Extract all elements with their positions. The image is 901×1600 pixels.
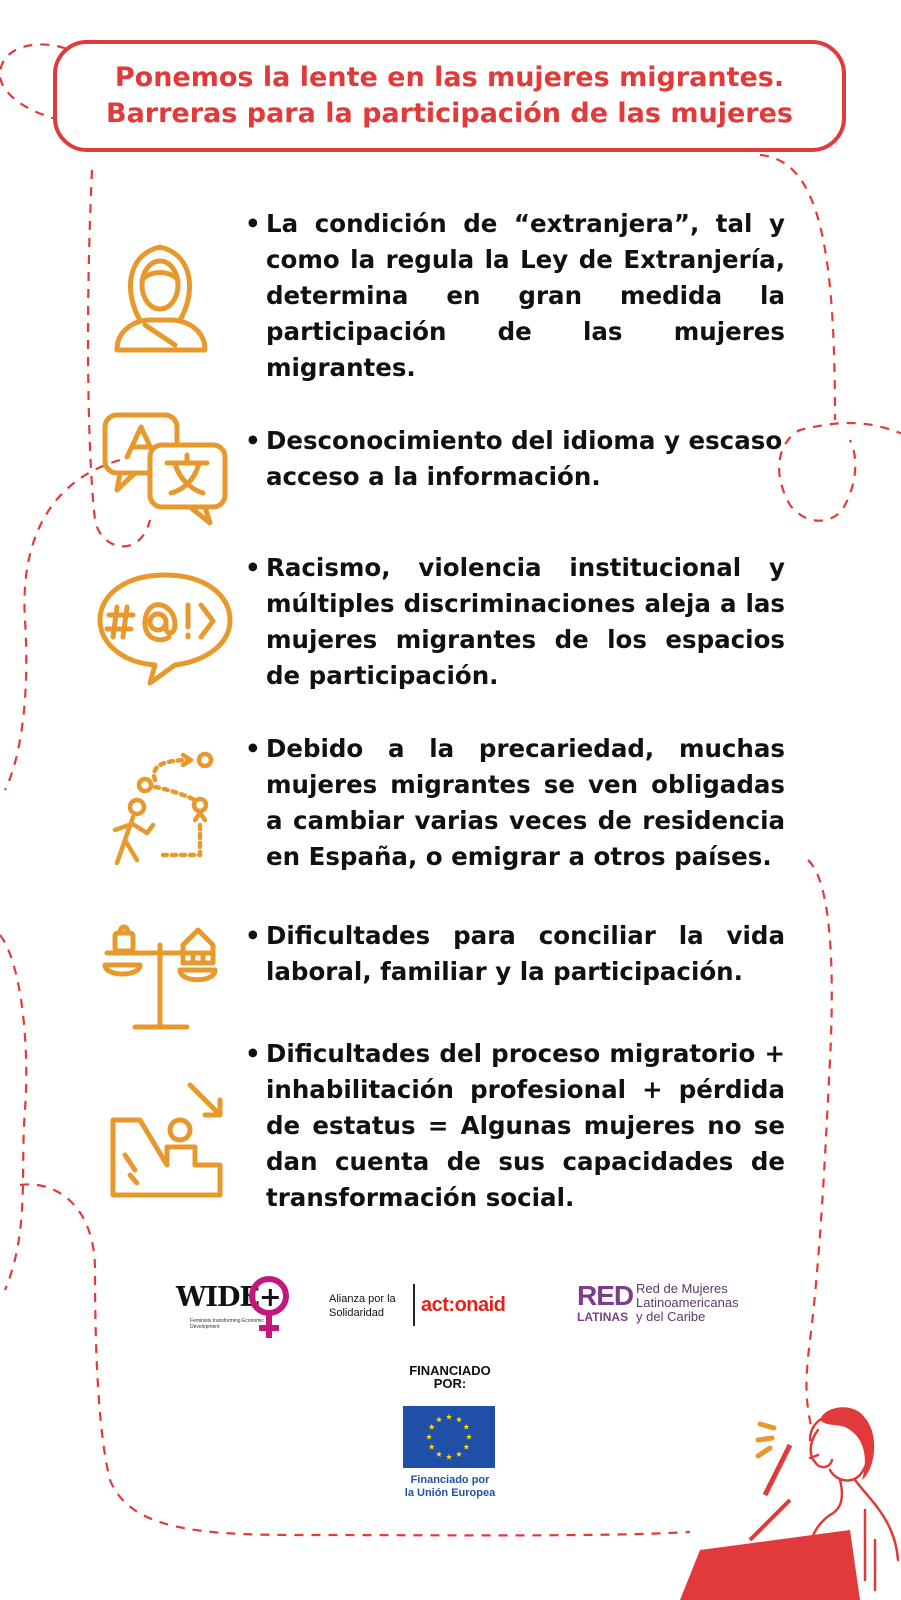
veiled-woman-icon	[95, 225, 235, 365]
eu-star	[436, 1451, 442, 1457]
page-title-line-2: Barreras para la participación de las mujeres	[106, 98, 793, 129]
bullet: •	[245, 921, 261, 950]
route-walker-icon	[95, 745, 235, 885]
balance-scale-icon	[95, 915, 235, 1055]
alianza-logo: Alianza por la Solidaridad	[329, 1293, 396, 1319]
eu-stars	[403, 1406, 495, 1468]
red-latinas-description: Red de Mujeres Latinoamericanas y del Caribe	[636, 1281, 739, 1324]
eu-star	[456, 1451, 462, 1457]
eu-star	[456, 1416, 462, 1422]
barrier-text: La condición de “extranjera”, tal y como la regula la Ley de Extranjería, determina en gran medida la participación de las mujeres migrantes.	[266, 209, 785, 382]
wide-logo-text: WIDE+	[176, 1282, 281, 1313]
barrier-text: Dificultades del proceso migratorio + inhabilitación profesional + pérdida de estatus = Algunas mujeres no se dan cuenta de sus capacidades de transformación social.	[266, 1039, 785, 1212]
eu-star	[429, 1444, 435, 1450]
red-latinas-sub: LATINAS	[577, 1310, 629, 1324]
offensive-speech-bubble-icon	[95, 565, 235, 705]
bullet: •	[245, 553, 261, 582]
barrier-text: Desconocimiento del idioma y escaso acceso a la información.	[266, 426, 783, 491]
downhill-person-icon	[95, 1075, 235, 1215]
eu-star	[463, 1444, 469, 1450]
bullet: •	[245, 426, 261, 455]
actionaid-logo: act:onaid	[421, 1294, 506, 1316]
eu-star	[429, 1424, 435, 1430]
woman-speaker-illustration	[640, 1400, 901, 1600]
red-latinas-logo: RED	[577, 1280, 634, 1311]
page-title-line-1: Ponemos la lente en las mujeres migrantes.	[114, 62, 785, 93]
eu-star	[463, 1424, 469, 1430]
eu-flag-icon	[403, 1406, 495, 1468]
funding-label: FINANCIADO POR:	[409, 1363, 491, 1391]
partner-logos	[0, 1270, 901, 1340]
language-translate-icon	[95, 405, 235, 545]
bullet: •	[245, 734, 261, 763]
eu-star	[446, 1414, 452, 1420]
eu-star	[466, 1434, 472, 1440]
logo-separator	[413, 1284, 415, 1326]
eu-star	[426, 1434, 432, 1440]
title-box	[53, 40, 846, 152]
eu-caption: Financiado por la Unión Europea	[404, 1474, 496, 1499]
bullet: •	[245, 1039, 261, 1068]
eu-star	[436, 1416, 442, 1422]
barrier-text: Racismo, violencia institucional y múltiples discriminaciones aleja a las mujeres migrantes de los espacios de participación.	[266, 553, 785, 690]
wide-logo	[176, 1272, 306, 1342]
wide-logo-subtitle: Feminists transforming Economic Development	[190, 1318, 264, 1330]
female-symbol-icon	[244, 1272, 294, 1342]
eu-star	[446, 1454, 452, 1460]
bullet: •	[245, 209, 261, 238]
barrier-text: Debido a la precariedad, muchas mujeres migrantes se ven obligadas a cambiar varias veces de residencia en España, o emigrar a otros países.	[266, 734, 785, 871]
barrier-text: Dificultades para conciliar la vida laboral, familiar y la participación.	[266, 921, 785, 986]
